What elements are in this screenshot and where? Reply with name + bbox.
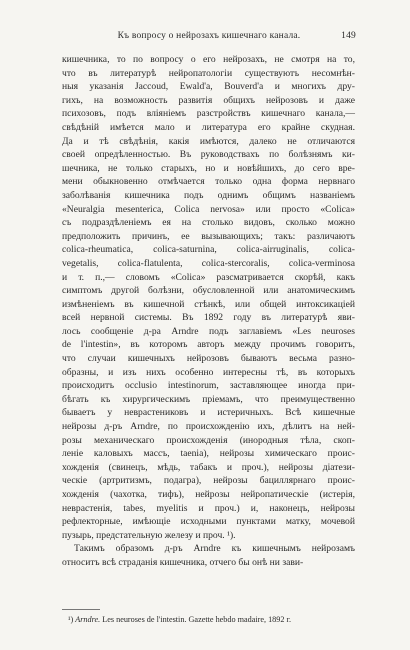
text-line: заболѣванія кишечника подъ однимъ общимъ названіемъ bbox=[62, 189, 355, 201]
text-line: colica-rheumatica, colica-saturnina, colica-airruginalis, colica- bbox=[62, 244, 355, 256]
text-line: рефлекторные, имѣющіе исходными пунктами матку, мочевой bbox=[62, 516, 355, 528]
text-line: ныя указанія Jaccoud, Ewald'а, Bouverd'а и многихъ дру- bbox=[62, 81, 355, 93]
text-line: гихъ, на возможность развитія общихъ нейрозовъ и даже bbox=[62, 94, 355, 106]
text-line: что случаи кишечныхъ нейрозовъ бываютъ весьма разно- bbox=[62, 353, 355, 365]
text-line: пузырь, предстательную железу и проч. ¹). bbox=[62, 529, 236, 541]
text-line: своей опредѣленностью. Въ руководствахъ по болѣзнямъ ки- bbox=[62, 149, 355, 161]
text-line: Да и тѣ свѣдѣнія, какія имѣются, далеко не отличаются bbox=[62, 135, 355, 147]
footnote-author: Arndre. bbox=[75, 615, 101, 624]
text-line: нейрозы д-ръ Arndre, по происхожденію ихъ, дѣлитъ на ней- bbox=[62, 421, 355, 433]
footnote-marker: ¹) bbox=[68, 615, 74, 624]
text-line: de l'intestin», въ которомъ авторъ между прочимъ говоритъ, bbox=[62, 339, 355, 351]
text-line: бѣгать къ хирургическимъ пріемамъ, что преимущественно bbox=[62, 393, 355, 405]
text-line: свѣдѣній имѣется мало и литература его крайне скудная. bbox=[62, 121, 355, 133]
text-line: психозовъ, подъ вліяніемъ разстройствъ кишечнаго канала,— bbox=[62, 108, 355, 120]
text-line: бываетъ у неврастениковъ и истеричныхъ. Всѣ кишечные bbox=[62, 407, 355, 419]
text-line: Такимъ образомъ д-ръ Arndre къ кишечнымъ нейрозамъ bbox=[74, 543, 355, 555]
text-line: леніе каловыхъ массъ, taenia), нейрозы химическаго проис- bbox=[62, 448, 355, 460]
text-line: относитъ всѣ страданія кишечника, отчего бы онѣ ни зави- bbox=[62, 556, 304, 568]
running-title: Къ вопросу о нейрозахъ кишечнаго канала. bbox=[117, 31, 301, 41]
body-text bbox=[62, 53, 355, 570]
text-line: и т. п.,— словомъ «Colica» разсматривается скорѣй, какъ bbox=[62, 271, 355, 283]
text-line: измѣненіемъ въ кишечной стѣнкѣ, или общей интоксикаціей bbox=[62, 298, 355, 310]
text-line: шечника, не только старыхъ, но и новѣйшихъ, до сего вре- bbox=[62, 162, 355, 174]
text-line: образны, и изъ нихъ особенно интересны тѣ, въ которыхъ bbox=[62, 366, 355, 378]
text-line: симптомъ другой болѣзни, обусловленной или анатомическимъ bbox=[62, 285, 355, 297]
text-line: мени обыкновенно отмѣчается только одна форма нервнаго bbox=[62, 176, 355, 188]
footnote-text: Les neuroses de l'intestin. Gazette hebdo madaire, 1892 г. bbox=[102, 615, 291, 624]
text-line: vegetalis, colica-flatulenta, colica-stercoralis, colica-verminosa bbox=[62, 257, 355, 269]
text-line: ческіе (артритизмъ, подагра), нейрозы бациллярнаго проис- bbox=[62, 475, 355, 487]
text-line: предположить причинъ, ее вызывающихъ; такъ: различаютъ bbox=[62, 230, 355, 242]
footnote bbox=[68, 614, 354, 625]
text-line: розы механическаго происхожденія (инородныя тѣла, скоп- bbox=[62, 434, 355, 446]
text-line: что въ литературѣ нейропатологіи существуютъ несомнѣн- bbox=[62, 67, 355, 79]
page-number: 149 bbox=[341, 31, 356, 41]
text-line: неврастенія, tabes, myelitis и проч.) и, наконецъ, нейрозы bbox=[62, 502, 355, 514]
text-line: съ подраздѣленіемъ ея на столько видовъ, сколько можно bbox=[62, 217, 355, 229]
footnote-divider bbox=[62, 609, 100, 610]
text-line: хожденія (чахотка, тифъ), нейрозы нейропатическіе (истерія, bbox=[62, 489, 355, 500]
text-line: лось сообщеніе д-ра Arndre подъ заглавіемъ «Les neuroses bbox=[62, 325, 355, 337]
text-line: «Neuralgia mesenterica, Colica nervosa» или просто «Colica» bbox=[62, 203, 355, 215]
text-line: хожденія (свинецъ, мѣдь, табакъ и проч.), нейрозы діатези- bbox=[62, 461, 355, 473]
text-line: кишечника, то по вопросу о его нейрозахъ, не смотря на то, bbox=[62, 54, 355, 65]
text-line: всей нервной системы. Въ 1892 году въ литературѣ яви- bbox=[62, 312, 355, 324]
text-line: происходитъ occlusio intestinorum, заставляющее иногда при- bbox=[62, 380, 355, 392]
